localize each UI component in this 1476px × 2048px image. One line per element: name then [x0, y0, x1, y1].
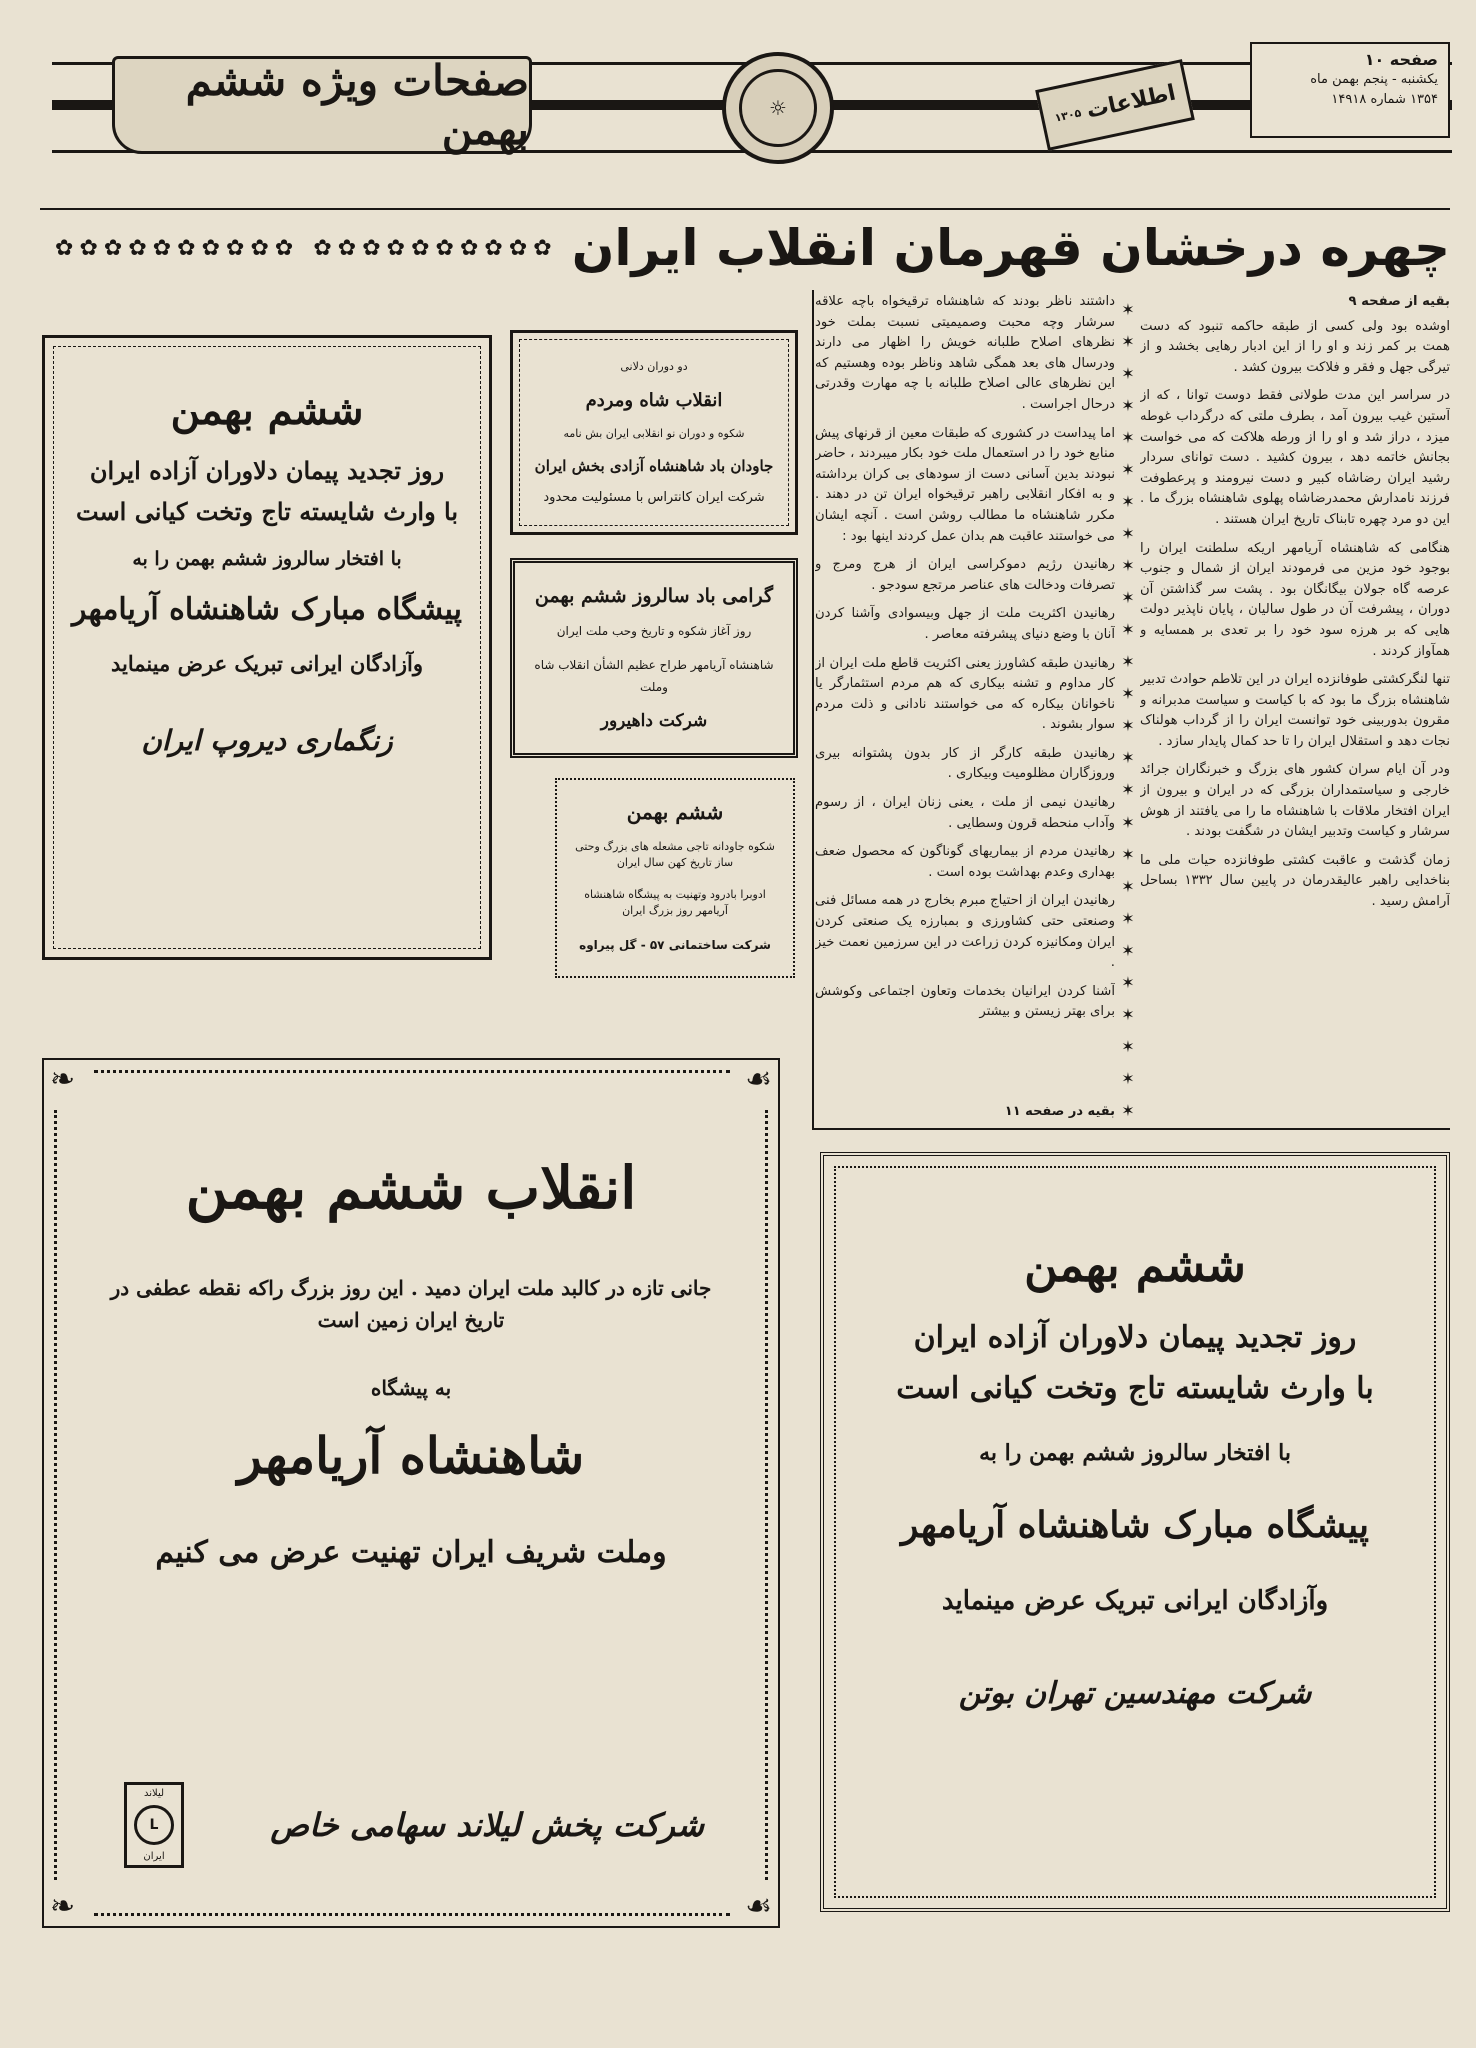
star-icon: ✶	[1121, 812, 1135, 832]
article-paragraph: رهانیدن رژیم دموکراسی ایران از هرج ومرج و تصرفات ودخالت های عناصر مرتجع سودجو .	[815, 557, 1115, 593]
corner-ornament-icon: ☙	[745, 1889, 772, 1924]
star-icon: ✶	[1121, 876, 1135, 896]
ad-line: شاهنشاه آریامهر طراح عظیم الشأن انقلاب شاه وملت	[534, 658, 774, 695]
continued-from: بقیه از صفحه ۹	[1348, 294, 1450, 309]
continued-to: بقیه در صفحه ۱۱	[1004, 1104, 1115, 1119]
star-icon: ✶	[1121, 332, 1135, 352]
ad-line: جاودان باد شاهنشاه آزادی بخش ایران	[534, 457, 774, 475]
star-icon: ✶	[1121, 1036, 1135, 1056]
article-paragraph: رهانیدن طبقه کارگر از کار بدون پشتوانه بیری وروزگاران مظلومیت وبیکاری .	[815, 745, 1115, 782]
ad-inner-border	[53, 346, 481, 949]
ad-line: وآزادگان ایرانی تبریک عرض مینماید	[110, 651, 424, 676]
ad-signature: شرکت داهیرور	[600, 710, 708, 731]
article-paragraph: رهانیدن ایران از احتیاج مبرم بخارج در همه مسائل فنی وصنعتی حتی کشاورزی و بمبارزه یک صنعتی کردن ایران ومکانیزه کردن زراعت در این سرزمین نعمت خیز .	[815, 893, 1115, 971]
article-bottom-border	[812, 1128, 1450, 1130]
leyland-logo-bottom: ایران	[143, 1851, 165, 1862]
star-icon: ✶	[1121, 908, 1135, 928]
ettelaat-logo	[1035, 59, 1195, 151]
article-paragraph: اما پیداست در کشوری که طبقات معین از قرنهای پیش منابع خود را در استعمال ملت خود بکار میبردند ، حاضر نبودند بدین آسانی دست از سودهای بی کران برداشته و به افکار انقلابی راهبر ترقیخواه ایران تن در دهند . مکرر شاهنشاه ما مطالب روشن است . آنچه ایشان می خواستند عاقبت هم بدان عمل کردند اینها بود :	[815, 425, 1115, 544]
vine-border-right	[750, 1110, 768, 1880]
star-icon: ✶	[1121, 652, 1135, 672]
issue-line: ۱۳۵۴ شماره ۱۴۹۱۸	[1331, 92, 1438, 107]
star-icon: ✶	[1121, 684, 1135, 704]
ad-line: وملت شریف ایران تهنیت عرض می کنیم	[155, 1535, 667, 1570]
article-paragraph: داشتند ناظر بودند که شاهنشاه ترقیخواه باچه علاقه سرشار وچه محبت وصمیمیتی نسبت بملت خود نظرهای اصلاح طلبانه خویش را اظهار می دارند ودرسال های بعد همگی شاهد وناظر بوده وهستیم که این نظرهای عالی اصلاح طلبانه با چه مهارت وقدرتی درحال اجراست .	[815, 294, 1115, 412]
leyland-logo	[124, 1782, 184, 1868]
ad-line: با وارث شایسته تاج وتخت کیانی است	[76, 497, 459, 526]
ad-inner-border	[521, 569, 787, 747]
ad-inner-border	[834, 1166, 1436, 1898]
article-left-border	[812, 290, 814, 1130]
ad-line: ادوبرا بادرود وتهنیت به پیشگاه شاهنشاه آریامهر روز بزرگ ایران	[584, 887, 766, 917]
article-paragraph: تنها لنگرکشتی طوفانزده ایران در این تلاطم حوادث تدبیر شاهنشاه بزرگ ما بود که با کیاست و سیاست مدبرانه و مقرون بدوربینی خود توانست ایران را از گرداب هولناک نجات دهد و استقلال ایران را تا حد کمال پایدار سازد .	[1140, 672, 1450, 749]
signature-row	[124, 1780, 704, 1870]
ad-line: روز تجدید پیمان دلاوران آزاده ایران	[89, 456, 445, 485]
ad-signature: شرکت مهندسین تهران بوتن	[958, 1676, 1312, 1711]
ad-iran-contras	[510, 330, 798, 535]
ad-line: روز تجدید پیمان دلاوران آزاده ایران	[913, 1320, 1357, 1355]
star-icon: ✶	[1121, 620, 1135, 640]
star-icon: ✶	[1121, 556, 1135, 576]
star-icon: ✶	[1121, 364, 1135, 384]
star-icon: ✶	[1121, 748, 1135, 768]
star-icon: ✶	[1121, 524, 1135, 544]
ad-line: به پیشگاه	[370, 1376, 452, 1400]
ad-line: شکوه جاودانه تاجی مشعله های بزرگ وحتی ساز تاریخ کهن سال ایران	[575, 840, 775, 870]
star-icon: ✶	[1121, 940, 1135, 960]
ad-line: انقلاب شاه ومردم	[585, 390, 723, 411]
leyland-logo-top: لیلاند	[143, 1788, 165, 1799]
article-paragraph: در سراسر این مدت طولانی فقط دوست توانا ، که از آستین غیب بیرون آمد ، بطرف ملتی که درگرداب غوطه میزد ، دراز شد و او را از ورطه هلاکت که می خواست بجانش خاتمه دهد ، بیرون کشید . دست توانای سردار رشید ایران رضاشاه کبیر و دست نیرومند و پرعطوفت فرزند نامدارش محمدرضاشاه پهلوی شاهنشاه بزرگ ما . این دو مرد چهره تابناک تاریخ ایران هستند .	[1140, 388, 1450, 527]
ad-title: ششم بهمن	[1024, 1238, 1246, 1292]
revolution-emblem	[722, 52, 834, 164]
leyland-mark-icon: L	[134, 1805, 174, 1845]
ad-line: شاهنشاه آریامهر	[237, 1426, 585, 1485]
ad-line: ششم بهمن	[626, 799, 724, 824]
star-icon: ✶	[1121, 716, 1135, 736]
ad-construction-57	[555, 778, 795, 978]
ad-signature: زنگماری دیروپ ایران	[141, 724, 393, 757]
article-column-right	[1140, 292, 1450, 1122]
special-pages-banner	[112, 56, 532, 154]
article-paragraph: زمان گذشت و عاقبت کشتی طوفانزده حیات ملی ما بناخدایی راهبر عالیقدرمان در پایین سال ۱۳۳۲ بساحل آرامش رسید .	[1140, 852, 1450, 910]
star-icon: ✶	[1121, 428, 1135, 448]
ad-title: انقلاب ششم بهمن	[185, 1154, 637, 1222]
ad-leyland	[42, 1058, 780, 1928]
star-icon: ✶	[1121, 780, 1135, 800]
ad-signature: شرکت ساختمانی ۵۷ - گل پیراوه	[579, 938, 771, 953]
star-icon: ✶	[1121, 844, 1135, 864]
ad-line: پیشگاه مبارک شاهنشاه آریامهر	[71, 592, 463, 627]
logo-text: اطلاعات	[1084, 79, 1178, 124]
ad-signature: شرکت پخش لیلاند سهامی خاص	[270, 1806, 704, 1844]
ad-inner-border	[519, 339, 789, 526]
ad-inner-border	[563, 786, 787, 970]
article-paragraph: هنگامی که شاهنشاه آریامهر اریکه سلطنت ایران را بوجود خود مزین می فرمودند ایران از شمال و جنوب عرصه گاه جولان بیگانگان بود . پشت سر گذاشتن آن دوران ، پیشرفت آن در طول سالیان ، پایان ناپذیر دولت هایی که بر هرزه سود خود را بر تعدی بر همسایه و همآواز کردند .	[1140, 540, 1450, 659]
corner-ornament-icon: ❧	[50, 1062, 76, 1097]
article-column-left	[815, 292, 1115, 1122]
logo-year: ۱۳۰۵	[1053, 105, 1083, 125]
headline-row	[40, 212, 1450, 284]
ad-line: روز آغاز شکوه و تاریخ وحب ملت ایران	[556, 623, 752, 638]
star-icon: ✶	[1121, 492, 1135, 512]
vine-border-left	[54, 1110, 72, 1880]
banner-title: صفحات ویژه ششم بهمن	[185, 56, 529, 154]
ad-line: گرامی باد سالروز ششم بهمن	[534, 585, 774, 608]
vine-border-bottom	[94, 1902, 730, 1916]
corner-ornament-icon: ❧	[50, 1889, 76, 1924]
ad-sixth-bahman-armor	[42, 335, 492, 960]
star-icon: ✶	[1121, 300, 1135, 319]
article-paragraph: رهانیدن نیمی از ملت ، یعنی زنان ایران ، از رسوم وآداب منحطه قرون وسطایی .	[815, 795, 1115, 831]
star-icon: ✶	[1121, 396, 1135, 416]
ad-line: پیشگاه مبارک شاهنشاه آریامهر	[900, 1504, 1370, 1546]
article-paragraph: آشنا کردن ایرانیان بخدمات وتعاون اجتماعی وکوشش برای بهتر زیستن و بیشتر	[815, 983, 1115, 1020]
star-icon: ✶	[1121, 460, 1135, 480]
ad-line: با وارث شایسته تاج وتخت کیانی است	[896, 1371, 1374, 1406]
page-info-box	[1250, 42, 1450, 138]
ad-line: با افتخار سالروز ششم بهمن را به	[979, 1440, 1291, 1466]
ad-tehran-beton	[820, 1152, 1450, 1912]
star-divider-column	[1118, 300, 1138, 1120]
headline-flourish-right: ✿✿✿✿✿✿✿✿✿✿	[313, 235, 558, 261]
star-icon: ✶	[1121, 1068, 1135, 1088]
article-paragraph: رهانیدن اکثریت ملت از جهل وبیسوادی وآشنا کردن آنان با وضع دنیای پیشرفته معاصر .	[815, 606, 1115, 642]
article-paragraph: اوشده بود ولی کسی از طبقه حاکمه تنبود که دست همت بر کمر زند و او را از این ادبار رهایی بخشد و از تیرگی جهل و فقر و فلاکت بیرون کشد .	[1140, 318, 1450, 375]
star-icon: ✶	[1121, 1004, 1135, 1024]
headline-flourish-left: ✿✿✿✿✿✿✿✿✿✿	[55, 235, 300, 261]
headline-title: چهره درخشان قهرمان انقلاب ایران	[571, 219, 1450, 277]
vine-border-top	[94, 1070, 730, 1084]
star-icon: ✶	[1121, 972, 1135, 992]
ad-title: ششم بهمن	[170, 387, 364, 434]
star-icon: ✶	[1121, 588, 1135, 608]
ad-line: شکوه و دوران نو انقلابی ایران بش نامه	[563, 427, 745, 440]
ad-line: دو دوران دلانی	[620, 360, 688, 373]
ad-dahirour	[510, 558, 798, 758]
page-number: صفحه ۱۰	[1364, 50, 1438, 69]
date-line: یکشنبه - پنجم بهمن ماه	[1310, 72, 1438, 87]
corner-ornament-icon: ☙	[745, 1062, 772, 1097]
ad-signature: شرکت ایران کانتراس با مسئولیت محدود	[543, 490, 765, 505]
article-paragraph: ودر آن ایام سران کشور های بزرگ و خبرنگاران جرائد خارجی و سیاستمداران بزرگی که در ایران و بیرون از ایران افتخار ملاقات با شاهنشاه ما را می یافتند از هوش سرشار و کیاست وتدبیر ایشان در شگفت بودند .	[1140, 762, 1450, 840]
article-paragraph: رهانیدن طبقه کشاورز یعنی اکثریت قاطع ملت ایران از کار مداوم و تشنه بیکاری که هم مردم استثمارگر یا ناخوانان بیکاره که می خواستند نادانی و ذلت مردم سوار بشوند .	[815, 655, 1115, 733]
headline-top-rule	[40, 208, 1450, 210]
star-icon: ✶	[1121, 1100, 1135, 1120]
emblem-inner-icon: ☼	[739, 69, 818, 148]
ad-line: جانی تازه در کالبد ملت ایران دمید . این روز بزرگ راکه نقطه عطفی در تاریخ ایران زمین است	[110, 1276, 712, 1332]
ad-line: وآزادگان ایرانی تبریک عرض مینماید	[941, 1586, 1329, 1616]
article-paragraph: رهانیدن مردم از بیماریهای گوناگون که محصول ضعف بهداری وعدم بهداشت بوده است .	[815, 844, 1115, 880]
ad-line: با افتخار سالروز ششم بهمن را به	[132, 548, 402, 570]
